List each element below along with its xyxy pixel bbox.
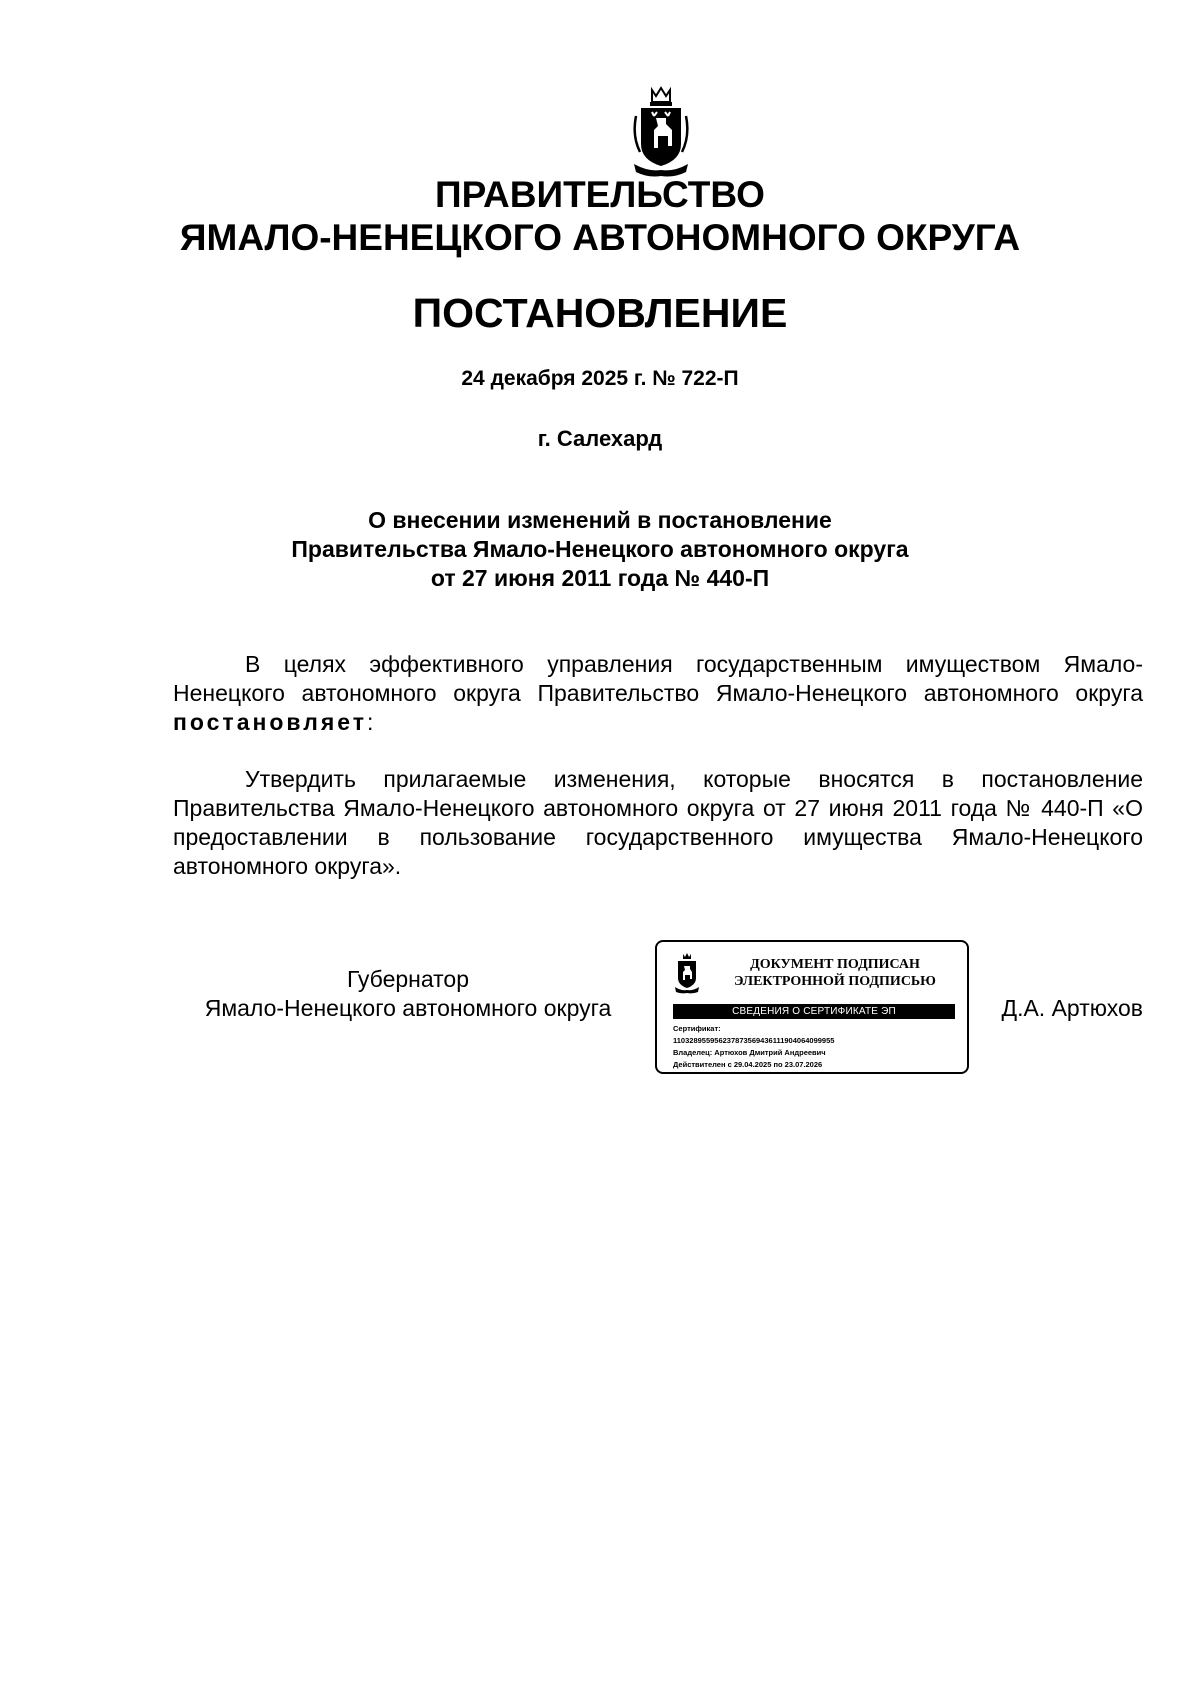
certificate-number: 110328955956237873569436111904064099955 — [673, 1036, 835, 1045]
stamp-heading-line2: ЭЛЕКТРОННОЙ ПОДПИСЬЮ — [734, 974, 936, 989]
city: г. Салехард — [537, 426, 663, 451]
subject-line3: от 27 июня 2011 года № 440-П — [430, 565, 770, 591]
coat-of-arms-icon — [628, 86, 694, 178]
paragraph1-emphasis: постановляет — [173, 709, 368, 735]
paragraph1-text: В целях эффективного управления государственным имуществом Ямало-Ненецкого автономного округа Правительство Ямало-Ненецкого автономного округа — [173, 651, 1143, 706]
stamp-heading — [709, 956, 961, 990]
signer-title-line1: Губернатор — [346, 966, 470, 992]
date-and-number: 24 декабря 2025 г. № 722-П — [461, 367, 739, 390]
certificate-label: Сертификат: — [673, 1024, 721, 1033]
coat-of-arms-small-icon — [673, 952, 701, 994]
signer-name: Д.А. Артюхов — [1001, 995, 1143, 1021]
subject-line2: Правительства Ямало-Ненецкого автономного округа — [291, 536, 909, 562]
document-type-title: ПОСТАНОВЛЕНИЕ — [412, 290, 788, 336]
government-title-line2: ЯМАЛО-НЕНЕЦКОГО АВТОНОМНОГО ОКРУГА — [179, 217, 1021, 258]
subject-line1: О внесении изменений в постановление — [368, 507, 832, 533]
electronic-signature-stamp — [655, 940, 969, 1074]
decree-subject — [0, 506, 1200, 593]
government-title-line1: ПРАВИТЕЛЬСТВО — [435, 174, 765, 215]
certificate-info-bar: СВЕДЕНИЯ О СЕРТИФИКАТЕ ЭП — [673, 1004, 955, 1019]
signer-title — [173, 965, 643, 1023]
body-paragraph-2: Утвердить прилагаемые изменения, которые вносятся в постановление Правительства Ямало-Ненецкого автономного округа от 27 июня 2011 года № 440-П «О предоставлении в пользование государственного имущества Ямало-Ненецкого автономного округа». — [173, 766, 1143, 879]
stamp-heading-line1: ДОКУМЕНТ ПОДПИСАН — [750, 957, 920, 972]
certificate-owner: Владелец: Артюхов Дмитрий Андреевич — [673, 1048, 826, 1057]
paragraph1-end: : — [367, 709, 374, 735]
certificate-validity: Действителен с 29.04.2025 по 23.07.2026 — [673, 1060, 823, 1069]
certificate-details — [673, 1023, 963, 1071]
body-paragraph-1 — [173, 650, 1143, 737]
signer-title-line2: Ямало-Ненецкого автономного округа — [204, 995, 612, 1021]
